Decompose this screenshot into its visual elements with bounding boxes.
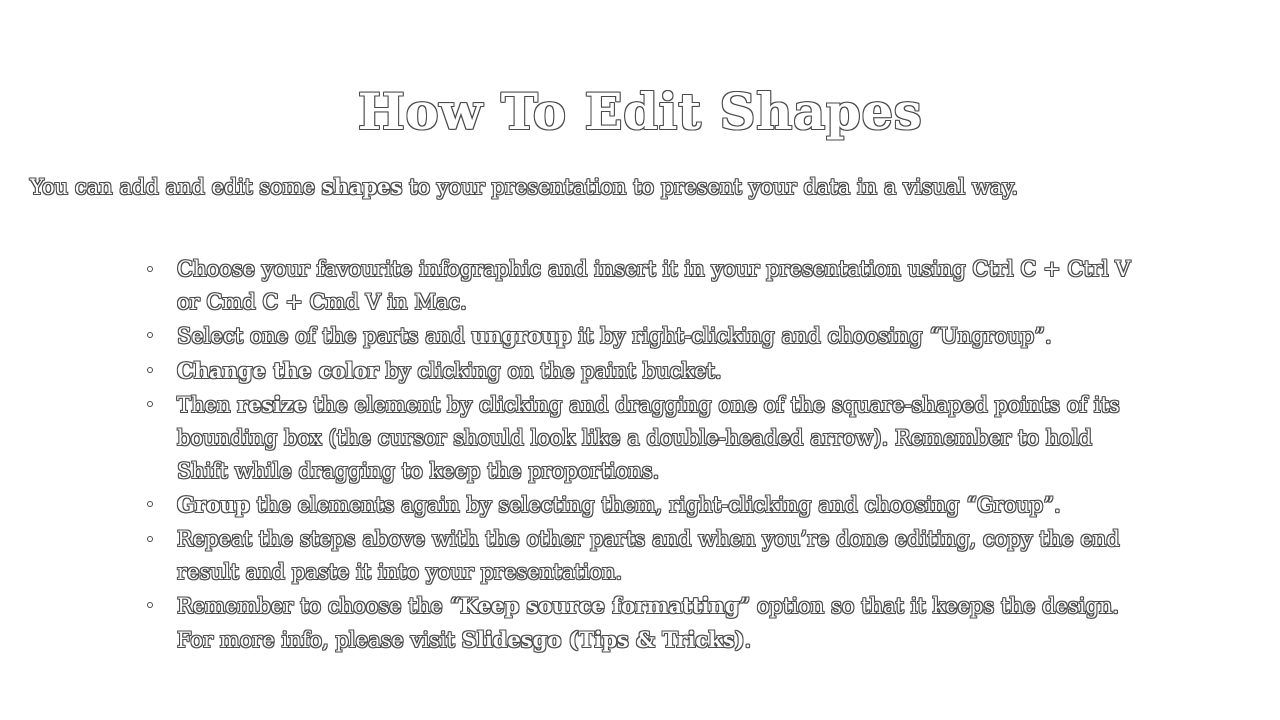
list-item [148,488,1138,522]
bullet-icon [148,267,152,271]
step-text-bold: Group [177,492,250,518]
list-item [148,354,1138,388]
step-text: Choose your favourite infographic and insert it in your presentation using Ctrl C + Ctrl V or Cmd C + Cmd V in Mac. [177,257,1131,315]
bullet-icon [148,537,152,541]
step-text-bold: Keep source formatting [460,593,740,619]
list-item [148,319,1138,353]
list-item [148,523,1138,589]
bullet-icon [148,402,152,406]
step-text-bold: Change the color [177,357,379,383]
bullet-icon [148,502,152,506]
steps-list [148,253,1138,657]
list-item [148,589,1138,657]
step-text-after: . [744,628,752,653]
intro-text-after: to your presentation to present your data in a visual way. [402,175,1019,199]
slidesgo-tips-link[interactable]: Slidesgo (Tips & Tricks) [461,627,745,653]
bullet-icon [148,368,152,372]
step-text-after: the elements again by selecting them, right-clicking and choosing “Group”. [249,493,1061,518]
step-text-after: it by right-clicking and choosing “Ungroup”. [571,324,1052,349]
step-text-bold: resize [237,391,307,417]
step-text: Repeat the steps above with the other parts and when you’re done editing, copy the end result and paste it into your presentation. [177,526,1120,584]
list-item [148,388,1138,489]
page-title: How To Edit Shapes [357,82,923,141]
list-item [148,253,1138,319]
step-text-middle: ” option so that it keeps the design. For more info, please visit [177,594,1120,653]
step-text-before: Select one of the parts and [177,324,472,349]
step-text-before: Then [177,392,238,417]
intro-text-before: You can add and edit some [30,175,322,199]
step-text-bold: ungroup [471,323,572,349]
intro-text-bold: shapes [321,174,403,199]
step-text-before: Remember to choose the “ [177,594,461,619]
intro-text [30,174,1260,199]
bullet-icon [148,603,152,607]
step-text-after: the element by clicking and dragging one of the square-shaped points of its bounding box (the cursor should look like a double-headed arrow). Remember to hold Shift while dragging to keep the proportions. [177,392,1120,484]
step-text-after: by clicking on the paint bucket. [378,358,722,383]
bullet-icon [148,333,152,337]
